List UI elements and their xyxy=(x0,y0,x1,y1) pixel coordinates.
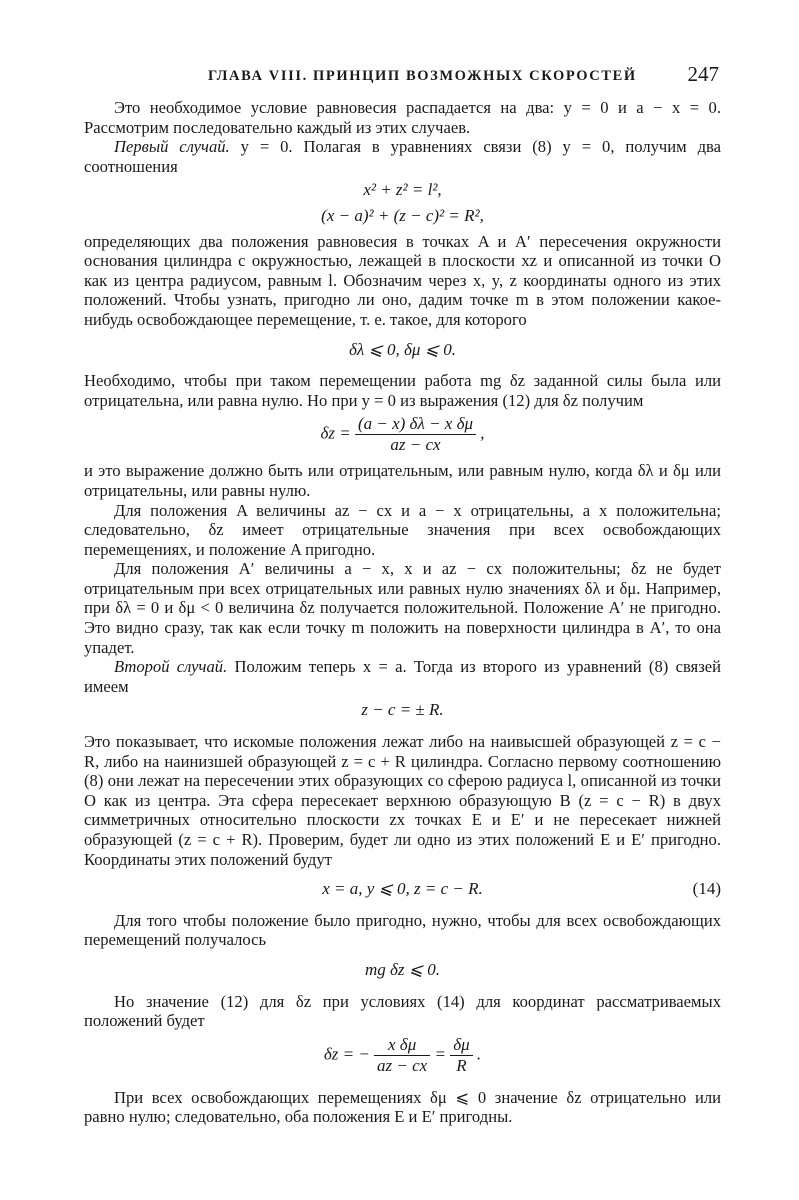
equation-fraction xyxy=(84,1035,721,1076)
paragraph: Но значение (12) для δz при условиях (14) для координат рассматриваемых положений будет xyxy=(84,991,721,1031)
paragraph: определяющих два положения равновесия в точках A и A′ пересечения окружности основания цилиндра с окружностью, лежащей в плоскости xz и описанной из точки O как из центра радиусом, равным l. Обозначим через x, y, z координаты одного из этих положений. Чтобы узнать, пригодно ли оно, дадим точке m в этом положении какое-нибудь освобождающее перемещение, т. е. такое, для которого xyxy=(84,231,721,329)
equation-tail: , xyxy=(480,423,485,443)
fraction xyxy=(450,1035,472,1076)
paragraph: Для положения A′ величины a − x, x и az − cx положительны; δz не будет отрицательным при всех отрицательных или равных нулю значениях δλ и δμ. Например, при δλ = 0 и δμ < 0 величина δz получается положительной. Положение A′ не пригодно. Это видно сразу, так как если точку m положить на поверхности цилиндра в A′, то она упадет. xyxy=(84,559,721,657)
equation-lhs: δz = xyxy=(320,423,351,443)
page-number: 247 xyxy=(687,62,719,86)
equation-tail: . xyxy=(476,1044,482,1064)
fraction xyxy=(355,414,476,455)
equation-numbered xyxy=(84,879,721,899)
paragraph-second-case xyxy=(84,657,721,696)
page-header xyxy=(0,62,799,88)
page-body xyxy=(84,98,721,1127)
fraction-numerator: (a − x) δλ − x δμ xyxy=(355,414,476,435)
paragraph: Для положения A величины az − cx и a − x отрицательны, а x положительна; следовательно, δz имеет отрицательные значения при всех освобождающих перемещениях, и положение A пригодно. xyxy=(84,500,721,559)
equation: mg δz ⩽ 0. xyxy=(364,959,441,979)
equation-lhs: δz = − xyxy=(323,1044,370,1064)
fraction-denominator: az − cx xyxy=(377,1055,428,1075)
equation-equals: = xyxy=(434,1044,446,1064)
equation: x² + z² = l², xyxy=(363,180,442,200)
fraction xyxy=(374,1035,430,1076)
paragraph-first-case xyxy=(84,137,721,176)
equation: (x − a)² + (z − c)² = R², xyxy=(321,205,484,225)
paragraph: Это необходимое условие равновесия распадается на два: y = 0 и a − x = 0. Рассмотрим последовательно каждый из этих случаев. xyxy=(84,98,721,137)
fraction-denominator: az − cx xyxy=(390,435,441,455)
running-title: ГЛАВА VIII. ПРИНЦИП ВОЗМОЖНЫХ СКОРОСТЕЙ xyxy=(208,68,637,84)
equation-body: x = a, y ⩽ 0, z = c − R. xyxy=(322,879,483,899)
fraction-numerator: δμ xyxy=(450,1035,472,1056)
paragraph: Это показывает, что искомые положения лежат либо на наивысшей образующей z = c − R, либо на наинизшей образующей z = c + R цилиндра. Согласно первому соотношению (8) они лежат на пересечении этих образующих со сферою радиуса l, описанной из точки O как из центра. Эта сфера пересекает верхнюю образующую B (z = c − R) в двух симметричных относительно плоскости zx точках E и E′ и не пересекает нижней образующей (z = c + R). Проверим, будет ли одно из этих положений E и E′ пригодно. Координаты этих положений будут xyxy=(84,732,721,869)
equation: z − c = ± R. xyxy=(361,700,444,720)
paragraph: Для того чтобы положение было пригодно, нужно, чтобы для всех освобождающих перемещений получалось xyxy=(84,910,721,950)
paragraph-text: Положим теперь x = a. Тогда из второго из уравнений (8) связей имеем xyxy=(84,657,721,696)
equation-number: (14) xyxy=(692,879,721,899)
paragraph: и это выражение должно быть или отрицательным, или равным нулю, когда δλ и δμ или отрицательны, или равны нулю. xyxy=(84,461,721,500)
fraction-numerator: x δμ xyxy=(374,1035,430,1056)
case-label: Первый случай. xyxy=(114,137,230,157)
paragraph-text: y = 0. Полагая в уравнениях связи (8) y = 0, получим два соотношения xyxy=(84,137,722,176)
paragraph: При всех освобождающих перемещениях δμ ⩽ 0 значение δz отрицательно или равно нулю; следовательно, оба положения E и E′ пригодны. xyxy=(84,1087,721,1127)
equation-fraction xyxy=(84,414,721,455)
equation: δλ ⩽ 0, δμ ⩽ 0. xyxy=(349,339,456,359)
fraction-denominator: R xyxy=(456,1055,467,1075)
case-label: Второй случай. xyxy=(114,657,228,677)
paragraph: Необходимо, чтобы при таком перемещении работа mg δz заданной силы была или отрицательна, или равна нулю. Но при y = 0 из выражения (12) для δz получим xyxy=(84,371,721,410)
